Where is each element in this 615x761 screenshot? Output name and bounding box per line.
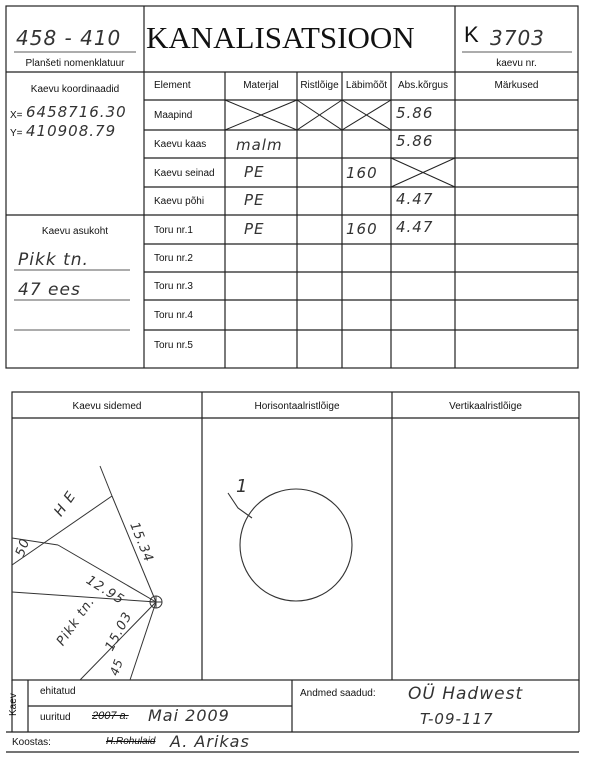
col-header-labimoot: Läbimõõt — [345, 80, 388, 91]
cell-abs: 5.86 — [396, 104, 434, 122]
y-prefix: Y= — [10, 128, 23, 139]
cell-labimoot: 160 — [346, 220, 378, 238]
well-number-label: kaevu nr. — [496, 58, 537, 69]
andmed-line2: T-09-117 — [420, 710, 494, 728]
cell-abs: 4.47 — [396, 218, 434, 236]
row-element: Toru nr.3 — [154, 281, 193, 292]
row-element: Toru nr.1 — [154, 225, 193, 236]
row-element: Kaevu seinad — [154, 168, 215, 179]
cell-materjal: PE — [244, 163, 265, 181]
col-header-element: Element — [154, 80, 191, 91]
koostas-old: H.Rohulaid — [106, 736, 156, 747]
row-element: Kaevu põhi — [154, 196, 205, 207]
location-line1: Pikk tn. — [18, 250, 89, 270]
coordinates-label: Kaevu koordinaadid — [30, 84, 120, 95]
y-value: 410908.79 — [26, 122, 117, 140]
cell-labimoot: 160 — [346, 164, 378, 182]
tie-street: Pikk tn. — [53, 594, 99, 649]
ehitatud-label: ehitatud — [40, 686, 76, 697]
cell-materjal: PE — [244, 191, 265, 209]
uuritud-old: 2007 a. — [92, 710, 129, 722]
col-header-abs: Abs.kõrgus — [397, 80, 449, 91]
row-element: Kaevu kaas — [154, 139, 207, 150]
k-prefix: K — [464, 22, 479, 47]
col-header-materjal: Materjal — [243, 80, 279, 91]
tie-d2: 15.34 — [126, 520, 156, 565]
cell-materjal: malm — [236, 136, 283, 154]
tie-building: H E — [51, 488, 80, 520]
cell-abs: 5.86 — [396, 132, 434, 150]
tie-d4: 15.03 — [102, 609, 136, 654]
uuritud-label: uuritud — [40, 712, 71, 723]
kaev-label: Kaev — [8, 693, 19, 716]
horizontal-section — [228, 489, 352, 601]
row-element: Toru nr.4 — [154, 310, 193, 321]
ties-label: Kaevu sidemed — [72, 401, 142, 412]
location-line2: 47 ees — [18, 280, 81, 300]
row-element: Toru nr.5 — [154, 340, 193, 351]
koostas-label: Koostas: — [12, 737, 51, 748]
row-element: Maapind — [154, 110, 193, 121]
col-header-ristloige: Ristlõige — [300, 80, 339, 91]
pipe-number: 1 — [236, 476, 249, 497]
sheet-number: 458 - 410 — [16, 26, 122, 50]
tie-d5: 45 — [107, 656, 127, 678]
well-number: 3703 — [490, 26, 545, 50]
horizontal-label: Horisontaalristlõige — [254, 401, 340, 412]
tie-d1: 50 — [13, 536, 34, 559]
location-label: Kaevu asukoht — [41, 226, 109, 237]
vertical-label: Vertikaalristlõige — [449, 401, 522, 412]
uuritud-value: Mai 2009 — [148, 706, 230, 725]
tie-d3: 12.95 — [83, 572, 127, 609]
andmed-line1: OÜ Hadwest — [408, 684, 524, 704]
koostas-value: A. Arikas — [170, 732, 250, 751]
sheet-label: Planšeti nomenklatuur — [25, 58, 125, 69]
page-title: KANALISATSIOON — [146, 20, 415, 55]
cell-materjal: PE — [244, 220, 265, 238]
col-header-markused: Märkused — [494, 80, 539, 91]
andmed-label: Andmed saadud: — [300, 688, 376, 699]
x-prefix: X= — [10, 110, 23, 121]
ties-sketch — [12, 466, 162, 680]
row-element: Toru nr.2 — [154, 253, 193, 264]
x-value: 6458716.30 — [26, 103, 127, 121]
cell-abs: 4.47 — [396, 190, 434, 208]
